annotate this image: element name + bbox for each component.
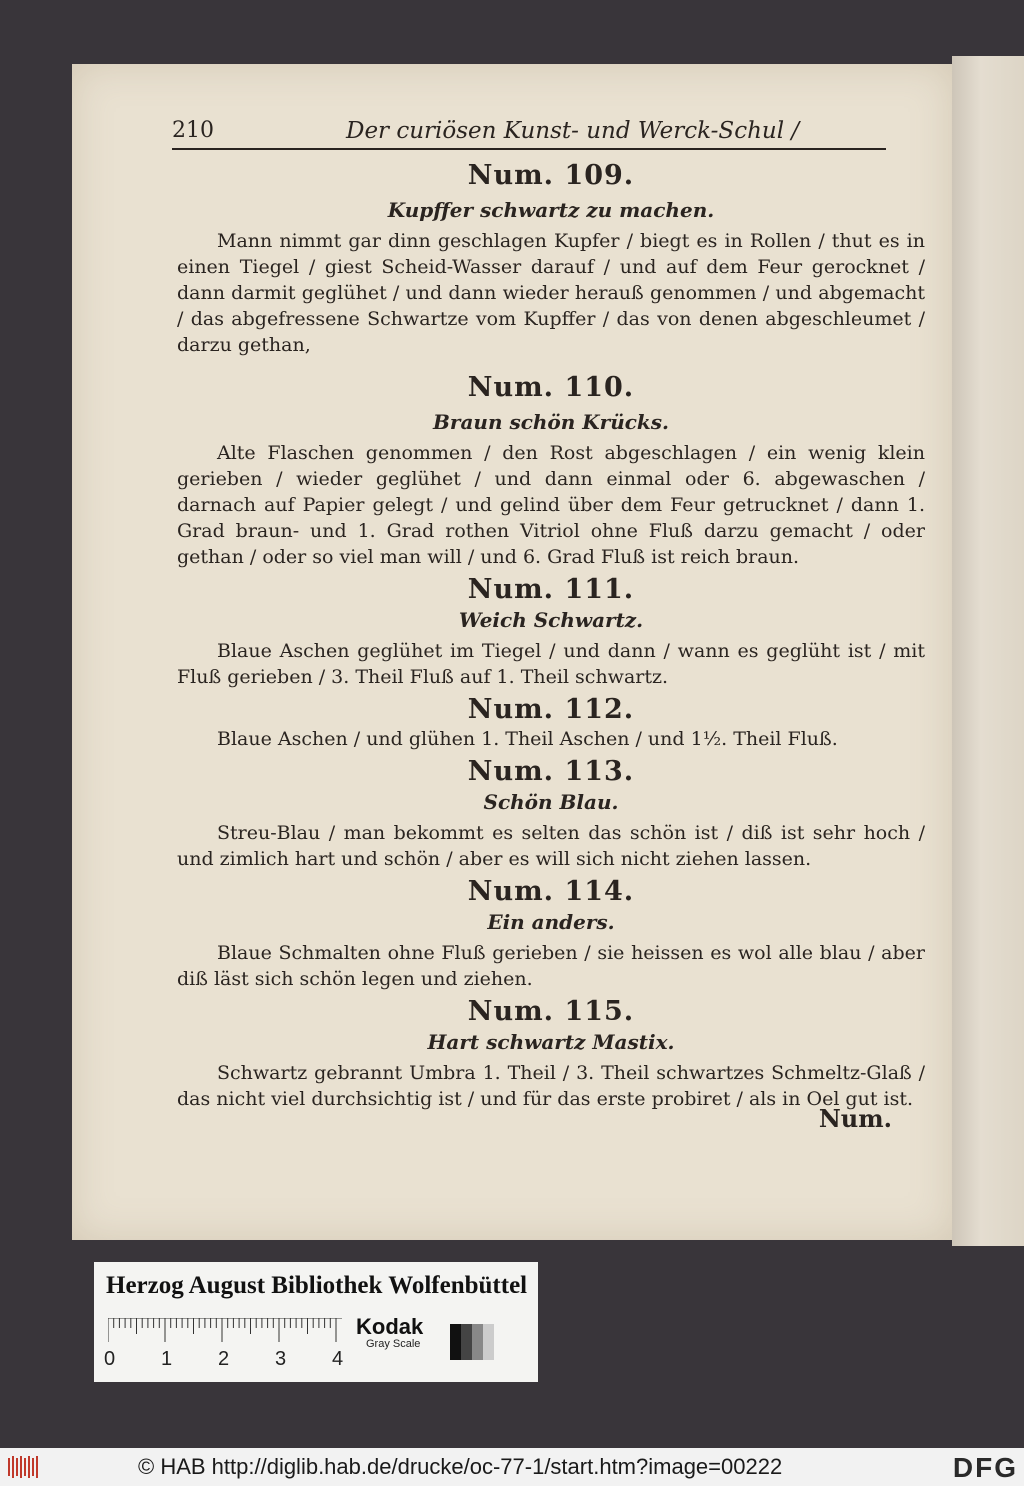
ruler-number: 0: [104, 1348, 116, 1370]
section-text: Blaue Schmalten ohne Fluß gerieben / sie heissen es wol alle blau / aber diß läst sich schön legen und ziehen.: [177, 942, 925, 990]
section-text: Blaue Aschen / und glühen 1. Theil Aschen / und 1½. Theil Fluß.: [217, 728, 838, 750]
section-subheading: Schön Blau.: [483, 790, 619, 814]
section-heading: Num. 113.: [467, 756, 635, 787]
ruler-number: 4: [332, 1348, 344, 1370]
section-subheading: Weich Schwartz.: [458, 608, 644, 632]
facing-page-edge: [952, 56, 1024, 1246]
hab-barcode-logo-icon: [6, 1454, 44, 1480]
kodak-brand: Kodak: [356, 1314, 424, 1339]
section-heading: Num. 110.: [467, 372, 635, 403]
page-content: [177, 160, 925, 1112]
running-head-title: Der curiösen Kunst- und Werck-Schul /: [346, 118, 800, 144]
section-text: Streu-Blau / man bekommt es selten das schön ist / diß ist sehr hoch / und zimlich hart und schön / aber es will sich nicht ziehen lassen.: [177, 822, 925, 870]
gray-scale-label: Gray Scale: [366, 1338, 421, 1350]
footer-bar: [0, 1448, 1024, 1486]
library-name: Herzog August Bibliothek Wolfenbüttel: [106, 1272, 528, 1299]
section-subheading: Ein anders.: [487, 910, 615, 934]
page-number: 210: [172, 118, 214, 143]
section-heading: Num. 114.: [467, 876, 635, 907]
section-text: Blaue Aschen geglühet im Tiegel / und dann / wann es geglüht ist / mit Fluß gerieben / 3. Theil Fluß auf 1. Theil schwartz.: [177, 640, 925, 688]
section-subheading: Kupffer schwartz zu machen.: [387, 198, 715, 222]
ruler-number: 3: [275, 1348, 287, 1370]
color-calibration-card: [94, 1262, 538, 1382]
section-heading: Num. 115.: [467, 996, 635, 1027]
book-page: [72, 64, 952, 1240]
section-text: Alte Flaschen genommen / den Rost abgeschlagen / ein wenig klein gerieben / wieder geglühet / und dann einmal oder 6. abgewaschen / darnach auf Papier gelegt / und gelind über dem Feur getrucknet / dann 1. Grad braun- und 1. Grad rothen Vitriol ohne Fluß darzu gemacht / oder gethan / oder so viel man will / und 6. Grad Fluß ist reich braun.: [177, 442, 925, 568]
section-subheading: Hart schwartz Mastix.: [427, 1030, 675, 1054]
section-subheading: Braun schön Krücks.: [433, 410, 669, 434]
ruler-number: 2: [218, 1348, 230, 1370]
ruler-scale: [108, 1318, 342, 1344]
section-heading: Num. 112.: [467, 694, 635, 725]
dfg-logo: DFG: [952, 1452, 1018, 1483]
section-heading: Num. 109.: [467, 160, 635, 191]
catchword: Num.: [818, 1104, 892, 1133]
gray-swatches: [450, 1324, 494, 1360]
copyright-url[interactable]: © HAB http://diglib.hab.de/drucke/oc-77-1/start.htm?image=00222: [138, 1454, 783, 1479]
running-head: [172, 116, 886, 150]
ruler-number: 1: [161, 1348, 173, 1370]
section-text: Mann nimmt gar dinn geschlagen Kupfer / biegt es in Rollen / thut es in einen Tiegel / giest Scheid-Wasser darauf / und auf dem Feur gerocknet / dann darmit geglühet / und dann wieder herauß genommen / und abgemacht / das abgefressene Schwartze vom Kupffer / das von denen abgeschleumet / darzu gethan,: [177, 230, 925, 356]
section-text: Schwartz gebrannt Umbra 1. Theil / 3. Theil schwartzes Schmeltz-Glaß / das nicht viel durchsichtig ist / und für das erste probiret / als in Oel gut ist.: [177, 1062, 925, 1110]
section-heading: Num. 111.: [467, 574, 635, 605]
